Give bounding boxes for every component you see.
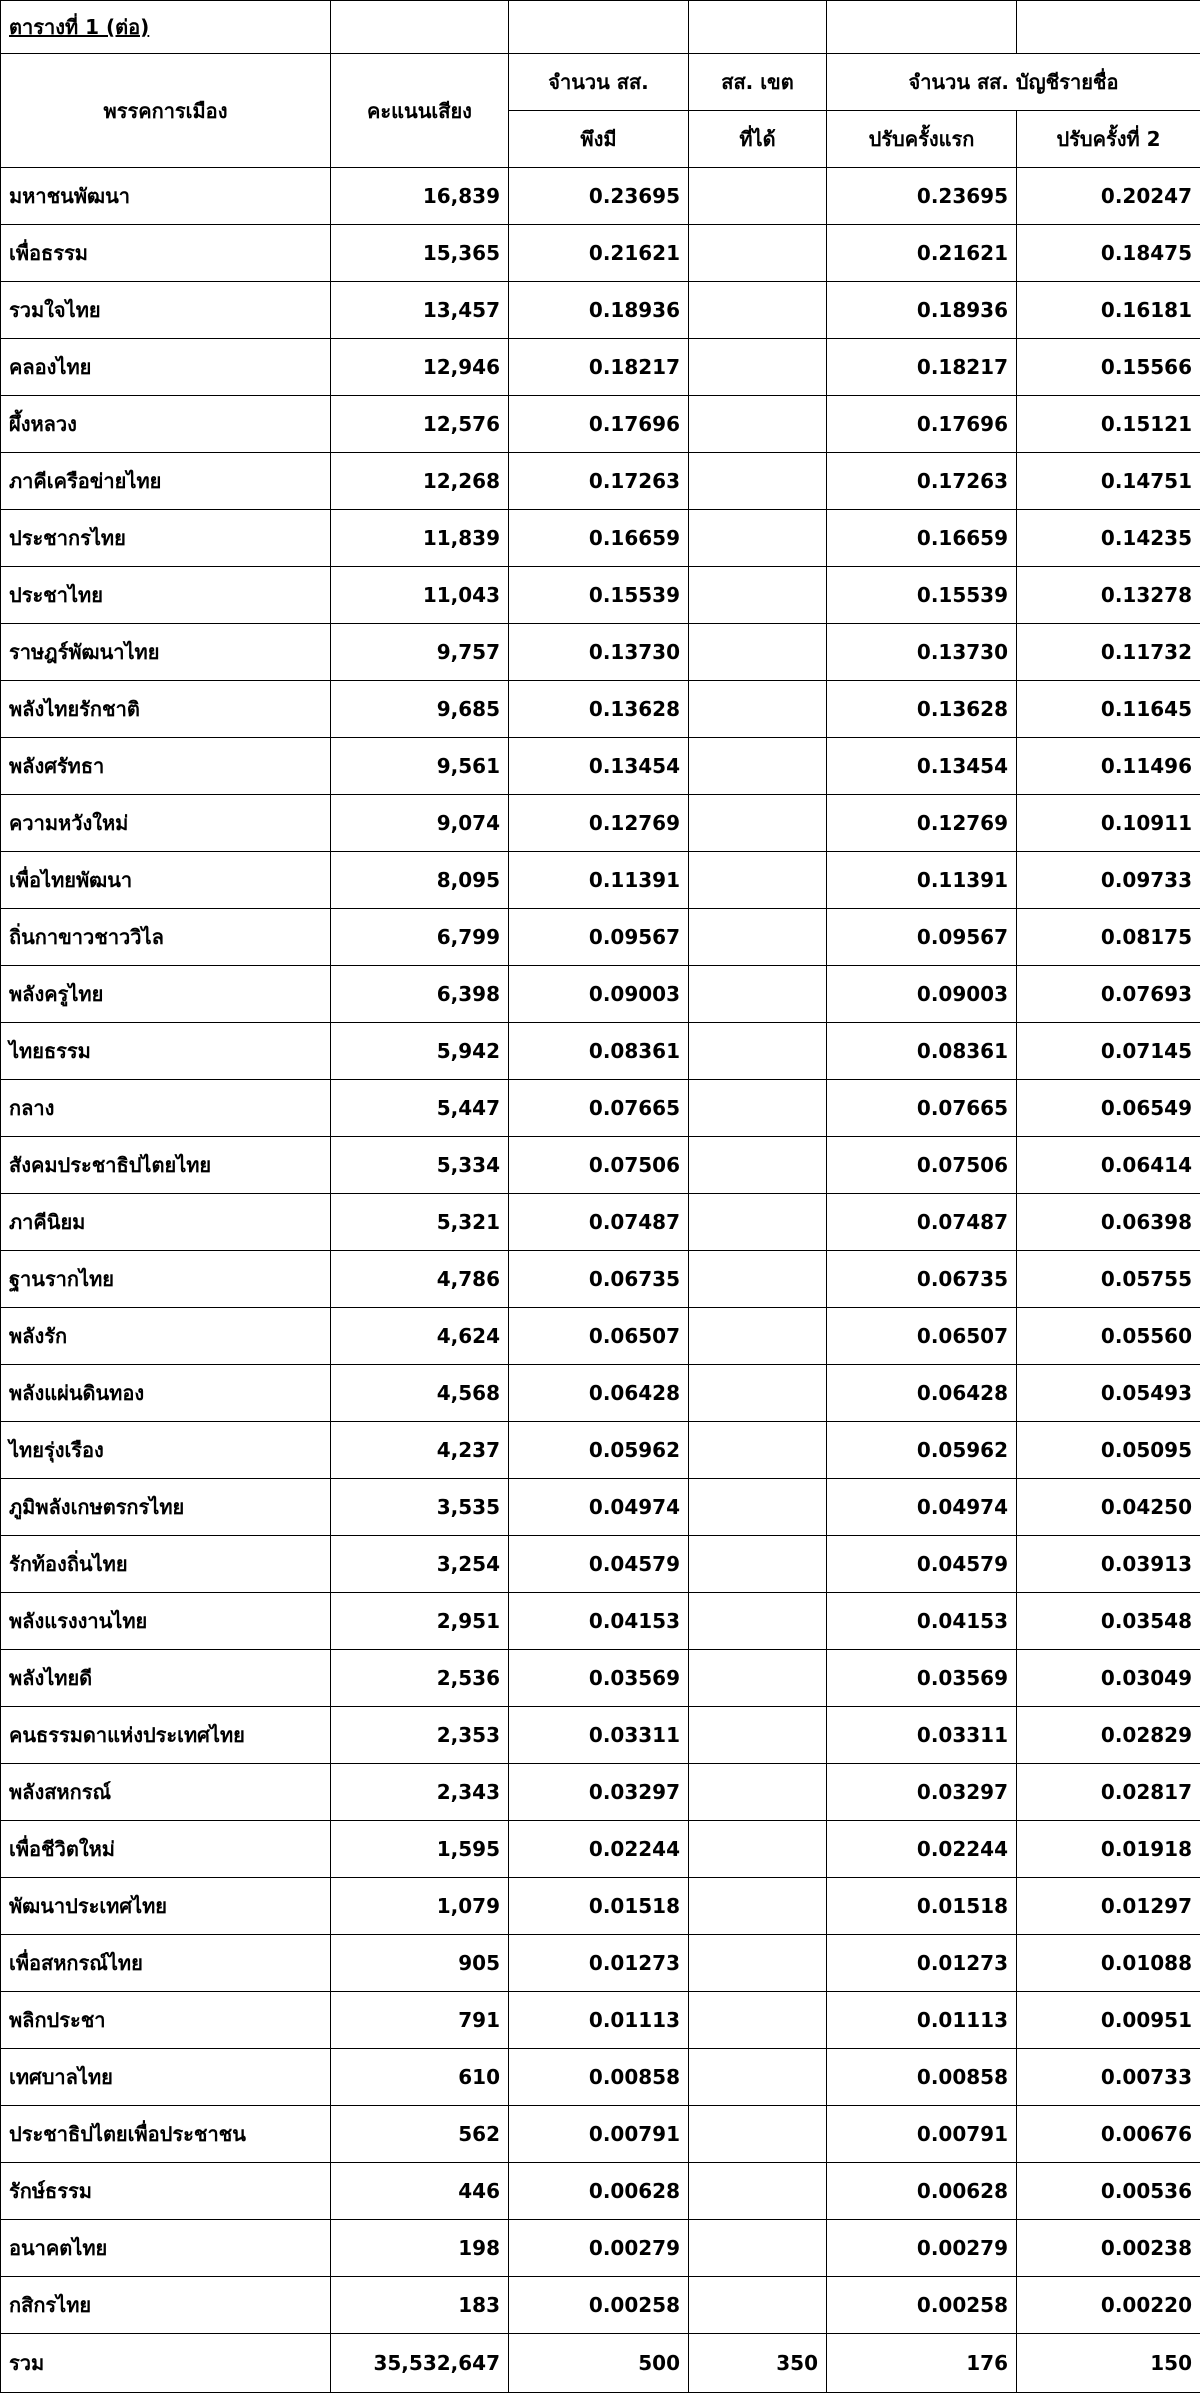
cell-adjust-2: 0.06414 bbox=[1017, 1137, 1200, 1194]
total-label: รวม bbox=[1, 2334, 331, 2393]
cell-adjust-2: 0.03049 bbox=[1017, 1650, 1200, 1707]
cell-adjust-2: 0.00220 bbox=[1017, 2277, 1200, 2334]
cell-seats-won bbox=[689, 2163, 827, 2220]
empty-cell bbox=[509, 1, 689, 54]
cell-adjust-2: 0.15121 bbox=[1017, 396, 1200, 453]
cell-adjust-1: 0.07506 bbox=[827, 1137, 1017, 1194]
cell-seats-won bbox=[689, 909, 827, 966]
empty-cell bbox=[689, 1, 827, 54]
cell-seats-should: 0.00258 bbox=[509, 2277, 689, 2334]
cell-seats-won bbox=[689, 1935, 827, 1992]
cell-votes: 905 bbox=[331, 1935, 509, 1992]
cell-adjust-2: 0.02817 bbox=[1017, 1764, 1200, 1821]
cell-seats-won bbox=[689, 567, 827, 624]
cell-adjust-2: 0.07145 bbox=[1017, 1023, 1200, 1080]
cell-adjust-2: 0.05493 bbox=[1017, 1365, 1200, 1422]
cell-seats-should: 0.07487 bbox=[509, 1194, 689, 1251]
cell-seats-should: 0.03569 bbox=[509, 1650, 689, 1707]
cell-seats-won bbox=[689, 1992, 827, 2049]
cell-adjust-2: 0.11732 bbox=[1017, 624, 1200, 681]
cell-adjust-1: 0.15539 bbox=[827, 567, 1017, 624]
cell-votes: 4,237 bbox=[331, 1422, 509, 1479]
table-row bbox=[1, 1194, 1200, 1251]
cell-votes: 562 bbox=[331, 2106, 509, 2163]
cell-votes: 5,942 bbox=[331, 1023, 509, 1080]
cell-adjust-1: 0.17696 bbox=[827, 396, 1017, 453]
cell-seats-won bbox=[689, 681, 827, 738]
cell-seats-won bbox=[689, 510, 827, 567]
cell-adjust-2: 0.08175 bbox=[1017, 909, 1200, 966]
cell-party: เทศบาลไทย bbox=[1, 2049, 331, 2106]
header-adjust-1: ปรับครั้งแรก bbox=[827, 111, 1017, 168]
cell-party: มหาชนพัฒนา bbox=[1, 168, 331, 225]
table-row bbox=[1, 1422, 1200, 1479]
total-seats-should: 500 bbox=[509, 2334, 689, 2393]
cell-adjust-1: 0.00628 bbox=[827, 2163, 1017, 2220]
cell-adjust-1: 0.07487 bbox=[827, 1194, 1017, 1251]
cell-seats-should: 0.12769 bbox=[509, 795, 689, 852]
cell-seats-should: 0.04579 bbox=[509, 1536, 689, 1593]
cell-seats-won bbox=[689, 1308, 827, 1365]
total-adjust-1: 176 bbox=[827, 2334, 1017, 2393]
cell-seats-won bbox=[689, 966, 827, 1023]
table-row bbox=[1, 1593, 1200, 1650]
cell-seats-should: 0.03297 bbox=[509, 1764, 689, 1821]
cell-seats-should: 0.23695 bbox=[509, 168, 689, 225]
header-party: พรรคการเมือง bbox=[1, 54, 331, 168]
cell-party: รักท้องถิ่นไทย bbox=[1, 1536, 331, 1593]
header-constituency-bottom: ที่ได้ bbox=[689, 111, 827, 168]
cell-seats-should: 0.17263 bbox=[509, 453, 689, 510]
table-row bbox=[1, 1821, 1200, 1878]
cell-seats-should: 0.07665 bbox=[509, 1080, 689, 1137]
cell-seats-should: 0.06735 bbox=[509, 1251, 689, 1308]
cell-adjust-1: 0.17263 bbox=[827, 453, 1017, 510]
cell-adjust-1: 0.03311 bbox=[827, 1707, 1017, 1764]
cell-votes: 4,786 bbox=[331, 1251, 509, 1308]
cell-party: พลังศรัทธา bbox=[1, 738, 331, 795]
cell-party: ประชากรไทย bbox=[1, 510, 331, 567]
cell-adjust-1: 0.03569 bbox=[827, 1650, 1017, 1707]
cell-adjust-2: 0.02829 bbox=[1017, 1707, 1200, 1764]
cell-votes: 183 bbox=[331, 2277, 509, 2334]
cell-seats-won bbox=[689, 2277, 827, 2334]
table-row bbox=[1, 1365, 1200, 1422]
cell-seats-should: 0.17696 bbox=[509, 396, 689, 453]
table-row bbox=[1, 168, 1200, 225]
cell-adjust-1: 0.05962 bbox=[827, 1422, 1017, 1479]
table-row bbox=[1, 1308, 1200, 1365]
cell-seats-should: 0.09003 bbox=[509, 966, 689, 1023]
cell-votes: 8,095 bbox=[331, 852, 509, 909]
cell-adjust-2: 0.14235 bbox=[1017, 510, 1200, 567]
cell-votes: 3,254 bbox=[331, 1536, 509, 1593]
cell-seats-won bbox=[689, 225, 827, 282]
cell-party: ถิ่นกาขาวชาววิไล bbox=[1, 909, 331, 966]
cell-votes: 198 bbox=[331, 2220, 509, 2277]
cell-party: ภาคีนิยม bbox=[1, 1194, 331, 1251]
table-row bbox=[1, 1992, 1200, 2049]
cell-party: พัฒนาประเทศไทย bbox=[1, 1878, 331, 1935]
table-row bbox=[1, 2106, 1200, 2163]
cell-votes: 610 bbox=[331, 2049, 509, 2106]
cell-adjust-2: 0.11496 bbox=[1017, 738, 1200, 795]
cell-adjust-1: 0.13628 bbox=[827, 681, 1017, 738]
header-votes: คะแนนเสียง bbox=[331, 54, 509, 168]
cell-votes: 9,685 bbox=[331, 681, 509, 738]
cell-adjust-2: 0.00676 bbox=[1017, 2106, 1200, 2163]
cell-party: ไทยธรรม bbox=[1, 1023, 331, 1080]
cell-votes: 6,799 bbox=[331, 909, 509, 966]
cell-adjust-2: 0.01088 bbox=[1017, 1935, 1200, 1992]
cell-adjust-1: 0.03297 bbox=[827, 1764, 1017, 1821]
table-row bbox=[1, 2163, 1200, 2220]
cell-seats-should: 0.00628 bbox=[509, 2163, 689, 2220]
cell-votes: 9,074 bbox=[331, 795, 509, 852]
cell-party: รวมใจไทย bbox=[1, 282, 331, 339]
cell-seats-should: 0.08361 bbox=[509, 1023, 689, 1080]
header-seats-should: พึงมี bbox=[509, 111, 689, 168]
cell-seats-should: 0.18217 bbox=[509, 339, 689, 396]
cell-seats-won bbox=[689, 1764, 827, 1821]
cell-party: ประชาไทย bbox=[1, 567, 331, 624]
cell-seats-should: 0.03311 bbox=[509, 1707, 689, 1764]
cell-adjust-1: 0.11391 bbox=[827, 852, 1017, 909]
cell-seats-won bbox=[689, 1137, 827, 1194]
cell-adjust-1: 0.01518 bbox=[827, 1878, 1017, 1935]
cell-seats-won bbox=[689, 2220, 827, 2277]
cell-seats-won bbox=[689, 1365, 827, 1422]
cell-adjust-2: 0.20247 bbox=[1017, 168, 1200, 225]
cell-votes: 9,561 bbox=[331, 738, 509, 795]
cell-votes: 2,353 bbox=[331, 1707, 509, 1764]
header-list-group: จำนวน สส. บัญชีรายชื่อ bbox=[827, 54, 1200, 111]
cell-party: ประชาธิปไตยเพื่อประชาชน bbox=[1, 2106, 331, 2163]
cell-seats-won bbox=[689, 396, 827, 453]
cell-votes: 9,757 bbox=[331, 624, 509, 681]
cell-adjust-2: 0.06549 bbox=[1017, 1080, 1200, 1137]
cell-seats-won bbox=[689, 1080, 827, 1137]
cell-seats-should: 0.01273 bbox=[509, 1935, 689, 1992]
cell-seats-won bbox=[689, 1023, 827, 1080]
empty-cell bbox=[827, 1, 1017, 54]
cell-party: ภูมิพลังเกษตรกรไทย bbox=[1, 1479, 331, 1536]
cell-party: พลังไทยดี bbox=[1, 1650, 331, 1707]
table-row bbox=[1, 1023, 1200, 1080]
cell-votes: 6,398 bbox=[331, 966, 509, 1023]
cell-seats-should: 0.16659 bbox=[509, 510, 689, 567]
cell-party: สังคมประชาธิปไตยไทย bbox=[1, 1137, 331, 1194]
cell-seats-won bbox=[689, 2106, 827, 2163]
cell-adjust-2: 0.05560 bbox=[1017, 1308, 1200, 1365]
cell-seats-should: 0.09567 bbox=[509, 909, 689, 966]
cell-votes: 12,268 bbox=[331, 453, 509, 510]
cell-adjust-1: 0.12769 bbox=[827, 795, 1017, 852]
cell-adjust-1: 0.00279 bbox=[827, 2220, 1017, 2277]
cell-adjust-1: 0.09003 bbox=[827, 966, 1017, 1023]
cell-seats-should: 0.04974 bbox=[509, 1479, 689, 1536]
cell-seats-won bbox=[689, 624, 827, 681]
cell-seats-won bbox=[689, 1650, 827, 1707]
cell-party: พลังแผ่นดินทอง bbox=[1, 1365, 331, 1422]
cell-votes: 16,839 bbox=[331, 168, 509, 225]
cell-party: คลองไทย bbox=[1, 339, 331, 396]
cell-seats-won bbox=[689, 1194, 827, 1251]
cell-party: เพื่อธรรม bbox=[1, 225, 331, 282]
cell-votes: 2,343 bbox=[331, 1764, 509, 1821]
table-caption: ตารางที่ 1 (ต่อ) bbox=[1, 1, 331, 54]
cell-adjust-1: 0.00258 bbox=[827, 2277, 1017, 2334]
cell-party: เพื่อสหกรณ์ไทย bbox=[1, 1935, 331, 1992]
table-row bbox=[1, 909, 1200, 966]
cell-adjust-2: 0.10911 bbox=[1017, 795, 1200, 852]
cell-seats-won bbox=[689, 1479, 827, 1536]
cell-adjust-2: 0.15566 bbox=[1017, 339, 1200, 396]
cell-votes: 5,334 bbox=[331, 1137, 509, 1194]
cell-adjust-2: 0.06398 bbox=[1017, 1194, 1200, 1251]
cell-adjust-1: 0.18217 bbox=[827, 339, 1017, 396]
cell-party: กลาง bbox=[1, 1080, 331, 1137]
cell-votes: 13,457 bbox=[331, 282, 509, 339]
cell-adjust-1: 0.08361 bbox=[827, 1023, 1017, 1080]
cell-votes: 1,595 bbox=[331, 1821, 509, 1878]
table-row bbox=[1, 624, 1200, 681]
cell-seats-won bbox=[689, 453, 827, 510]
cell-adjust-2: 0.13278 bbox=[1017, 567, 1200, 624]
cell-seats-should: 0.01518 bbox=[509, 1878, 689, 1935]
cell-seats-should: 0.00791 bbox=[509, 2106, 689, 2163]
cell-party: พลังไทยรักชาติ bbox=[1, 681, 331, 738]
cell-seats-won bbox=[689, 1878, 827, 1935]
cell-votes: 11,839 bbox=[331, 510, 509, 567]
cell-seats-should: 0.13628 bbox=[509, 681, 689, 738]
cell-adjust-1: 0.01273 bbox=[827, 1935, 1017, 1992]
cell-votes: 12,576 bbox=[331, 396, 509, 453]
cell-party: ความหวังใหม่ bbox=[1, 795, 331, 852]
cell-seats-should: 0.04153 bbox=[509, 1593, 689, 1650]
cell-party: ฐานรากไทย bbox=[1, 1251, 331, 1308]
cell-adjust-1: 0.13730 bbox=[827, 624, 1017, 681]
cell-votes: 446 bbox=[331, 2163, 509, 2220]
cell-votes: 5,321 bbox=[331, 1194, 509, 1251]
cell-adjust-1: 0.06507 bbox=[827, 1308, 1017, 1365]
table-row bbox=[1, 852, 1200, 909]
cell-adjust-1: 0.04153 bbox=[827, 1593, 1017, 1650]
cell-votes: 5,447 bbox=[331, 1080, 509, 1137]
cell-adjust-2: 0.03548 bbox=[1017, 1593, 1200, 1650]
cell-votes: 4,624 bbox=[331, 1308, 509, 1365]
cell-party: กสิกรไทย bbox=[1, 2277, 331, 2334]
table-row bbox=[1, 795, 1200, 852]
cell-party: พลังแรงงานไทย bbox=[1, 1593, 331, 1650]
table-row bbox=[1, 567, 1200, 624]
cell-seats-should: 0.00279 bbox=[509, 2220, 689, 2277]
empty-cell bbox=[1017, 1, 1200, 54]
cell-adjust-1: 0.00791 bbox=[827, 2106, 1017, 2163]
total-votes: 35,532,647 bbox=[331, 2334, 509, 2393]
cell-party: รักษ์ธรรม bbox=[1, 2163, 331, 2220]
cell-votes: 2,951 bbox=[331, 1593, 509, 1650]
cell-party: คนธรรมดาแห่งประเทศไทย bbox=[1, 1707, 331, 1764]
cell-adjust-2: 0.00733 bbox=[1017, 2049, 1200, 2106]
cell-adjust-2: 0.05755 bbox=[1017, 1251, 1200, 1308]
total-adjust-2: 150 bbox=[1017, 2334, 1200, 2393]
empty-cell bbox=[331, 1, 509, 54]
cell-seats-won bbox=[689, 339, 827, 396]
table-row bbox=[1, 1878, 1200, 1935]
table-row bbox=[1, 225, 1200, 282]
header-adjust-2: ปรับครั้งที่ 2 bbox=[1017, 111, 1200, 168]
caption-row bbox=[1, 1, 1200, 54]
cell-adjust-1: 0.04579 bbox=[827, 1536, 1017, 1593]
cell-votes: 2,536 bbox=[331, 1650, 509, 1707]
table-row bbox=[1, 1479, 1200, 1536]
cell-adjust-2: 0.14751 bbox=[1017, 453, 1200, 510]
cell-seats-should: 0.18936 bbox=[509, 282, 689, 339]
table-row bbox=[1, 282, 1200, 339]
cell-party: พลังครูไทย bbox=[1, 966, 331, 1023]
cell-adjust-1: 0.00858 bbox=[827, 2049, 1017, 2106]
total-seats-won: 350 bbox=[689, 2334, 827, 2393]
table-row bbox=[1, 966, 1200, 1023]
table-row bbox=[1, 453, 1200, 510]
cell-votes: 15,365 bbox=[331, 225, 509, 282]
cell-seats-should: 0.06428 bbox=[509, 1365, 689, 1422]
table-row bbox=[1, 1251, 1200, 1308]
cell-party: พลิกประชา bbox=[1, 1992, 331, 2049]
table-row bbox=[1, 1137, 1200, 1194]
cell-adjust-1: 0.21621 bbox=[827, 225, 1017, 282]
cell-seats-won bbox=[689, 1593, 827, 1650]
cell-seats-should: 0.06507 bbox=[509, 1308, 689, 1365]
cell-adjust-2: 0.18475 bbox=[1017, 225, 1200, 282]
cell-seats-won bbox=[689, 1536, 827, 1593]
cell-adjust-1: 0.07665 bbox=[827, 1080, 1017, 1137]
cell-party: เพื่อชีวิตใหม่ bbox=[1, 1821, 331, 1878]
cell-adjust-2: 0.11645 bbox=[1017, 681, 1200, 738]
cell-adjust-2: 0.05095 bbox=[1017, 1422, 1200, 1479]
header-constituency-top: สส. เขต bbox=[689, 54, 827, 111]
cell-adjust-1: 0.06428 bbox=[827, 1365, 1017, 1422]
cell-seats-should: 0.15539 bbox=[509, 567, 689, 624]
cell-party: อนาคตไทย bbox=[1, 2220, 331, 2277]
cell-party: เพื่อไทยพัฒนา bbox=[1, 852, 331, 909]
cell-adjust-2: 0.04250 bbox=[1017, 1479, 1200, 1536]
cell-adjust-2: 0.16181 bbox=[1017, 282, 1200, 339]
cell-adjust-2: 0.00536 bbox=[1017, 2163, 1200, 2220]
cell-adjust-1: 0.04974 bbox=[827, 1479, 1017, 1536]
table-row bbox=[1, 510, 1200, 567]
table-row bbox=[1, 1536, 1200, 1593]
cell-adjust-1: 0.09567 bbox=[827, 909, 1017, 966]
table-row bbox=[1, 681, 1200, 738]
cell-seats-won bbox=[689, 738, 827, 795]
cell-seats-won bbox=[689, 1251, 827, 1308]
cell-adjust-2: 0.01297 bbox=[1017, 1878, 1200, 1935]
cell-seats-won bbox=[689, 1821, 827, 1878]
cell-party: ราษฎร์พัฒนาไทย bbox=[1, 624, 331, 681]
cell-votes: 12,946 bbox=[331, 339, 509, 396]
table-row bbox=[1, 1707, 1200, 1764]
cell-adjust-2: 0.03913 bbox=[1017, 1536, 1200, 1593]
cell-adjust-2: 0.09733 bbox=[1017, 852, 1200, 909]
cell-adjust-1: 0.02244 bbox=[827, 1821, 1017, 1878]
header-row-1 bbox=[1, 54, 1200, 111]
table-row bbox=[1, 1764, 1200, 1821]
table-row bbox=[1, 2277, 1200, 2334]
cell-votes: 3,535 bbox=[331, 1479, 509, 1536]
table-row bbox=[1, 2049, 1200, 2106]
table-row bbox=[1, 1650, 1200, 1707]
table-row bbox=[1, 1080, 1200, 1137]
cell-seats-should: 0.05962 bbox=[509, 1422, 689, 1479]
table-row bbox=[1, 2220, 1200, 2277]
cell-votes: 4,568 bbox=[331, 1365, 509, 1422]
cell-seats-should: 0.13730 bbox=[509, 624, 689, 681]
cell-adjust-1: 0.01113 bbox=[827, 1992, 1017, 2049]
cell-seats-won bbox=[689, 852, 827, 909]
cell-votes: 1,079 bbox=[331, 1878, 509, 1935]
cell-seats-won bbox=[689, 795, 827, 852]
table-row bbox=[1, 339, 1200, 396]
cell-seats-should: 0.11391 bbox=[509, 852, 689, 909]
cell-adjust-2: 0.00951 bbox=[1017, 1992, 1200, 2049]
cell-seats-won bbox=[689, 1422, 827, 1479]
cell-seats-won bbox=[689, 2049, 827, 2106]
cell-seats-won bbox=[689, 282, 827, 339]
table-row bbox=[1, 396, 1200, 453]
total-row bbox=[1, 2334, 1200, 2393]
cell-adjust-1: 0.18936 bbox=[827, 282, 1017, 339]
cell-adjust-1: 0.13454 bbox=[827, 738, 1017, 795]
cell-seats-should: 0.07506 bbox=[509, 1137, 689, 1194]
cell-votes: 791 bbox=[331, 1992, 509, 2049]
cell-seats-should: 0.13454 bbox=[509, 738, 689, 795]
cell-seats-should: 0.21621 bbox=[509, 225, 689, 282]
header-seats-group: จำนวน สส. bbox=[509, 54, 689, 111]
cell-seats-should: 0.01113 bbox=[509, 1992, 689, 2049]
cell-party: ผึ้งหลวง bbox=[1, 396, 331, 453]
table-row bbox=[1, 1935, 1200, 1992]
cell-votes: 11,043 bbox=[331, 567, 509, 624]
cell-party: พลังรัก bbox=[1, 1308, 331, 1365]
cell-adjust-1: 0.23695 bbox=[827, 168, 1017, 225]
cell-seats-should: 0.00858 bbox=[509, 2049, 689, 2106]
cell-adjust-1: 0.16659 bbox=[827, 510, 1017, 567]
cell-adjust-2: 0.01918 bbox=[1017, 1821, 1200, 1878]
cell-seats-won bbox=[689, 168, 827, 225]
cell-party: ไทยรุ่งเรือง bbox=[1, 1422, 331, 1479]
cell-adjust-1: 0.06735 bbox=[827, 1251, 1017, 1308]
cell-seats-won bbox=[689, 1707, 827, 1764]
cell-seats-should: 0.02244 bbox=[509, 1821, 689, 1878]
cell-adjust-2: 0.00238 bbox=[1017, 2220, 1200, 2277]
cell-party: ภาคีเครือข่ายไทย bbox=[1, 453, 331, 510]
table-row bbox=[1, 738, 1200, 795]
cell-adjust-2: 0.07693 bbox=[1017, 966, 1200, 1023]
cell-party: พลังสหกรณ์ bbox=[1, 1764, 331, 1821]
